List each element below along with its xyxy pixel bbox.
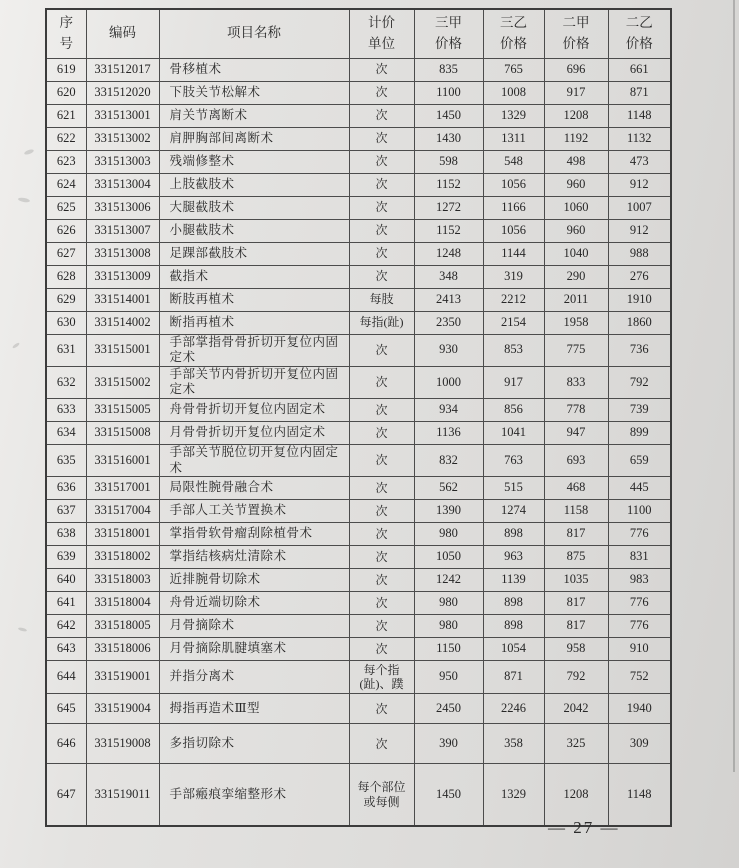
- cell-seq: 631: [46, 334, 86, 366]
- cell-price-3a: 934: [414, 399, 483, 422]
- cell-code: 331518006: [86, 638, 159, 661]
- table-row: [46, 500, 671, 523]
- cell-price-2b: 659: [608, 445, 671, 477]
- table-head: [46, 9, 671, 58]
- cell-price-2b: 912: [608, 173, 671, 196]
- cell-seq: 624: [46, 173, 86, 196]
- cell-unit: 次: [349, 58, 414, 81]
- cell-seq: 642: [46, 615, 86, 638]
- cell-unit: 次: [349, 334, 414, 366]
- cell-seq: 633: [46, 399, 86, 422]
- table-row: [46, 127, 671, 150]
- cell-price-2a: 775: [544, 334, 608, 366]
- cell-price-2b: 1100: [608, 500, 671, 523]
- header-cell-p2b: 二乙 价格: [608, 9, 671, 58]
- cell-price-2b: 1910: [608, 288, 671, 311]
- cell-price-2a: 2042: [544, 694, 608, 724]
- cell-code: 331513007: [86, 219, 159, 242]
- cell-unit: 次: [349, 500, 414, 523]
- cell-price-2b: 473: [608, 150, 671, 173]
- cell-unit: 次: [349, 265, 414, 288]
- cell-unit: 每个指 (趾)、蹼: [349, 661, 414, 694]
- cell-unit: 次: [349, 422, 414, 445]
- cell-price-3b: 853: [483, 334, 544, 366]
- table-row: [46, 615, 671, 638]
- cell-price-3a: 2350: [414, 311, 483, 334]
- scan-smudge: [18, 627, 27, 632]
- cell-seq: 632: [46, 366, 86, 398]
- cell-price-3a: 1248: [414, 242, 483, 265]
- cell-name: 残端修整术: [159, 150, 349, 173]
- cell-price-3b: 1329: [483, 104, 544, 127]
- cell-price-3a: 348: [414, 265, 483, 288]
- table-row: [46, 265, 671, 288]
- cell-seq: 621: [46, 104, 86, 127]
- cell-price-2b: 1148: [608, 764, 671, 826]
- cell-price-3b: 1056: [483, 219, 544, 242]
- table-row: [46, 638, 671, 661]
- cell-unit: 每个部位 或每侧: [349, 764, 414, 826]
- table-row: [46, 81, 671, 104]
- cell-seq: 620: [46, 81, 86, 104]
- table-row: [46, 694, 671, 724]
- cell-price-3a: 390: [414, 724, 483, 764]
- cell-seq: 635: [46, 445, 86, 477]
- cell-name: 掌指结核病灶清除术: [159, 546, 349, 569]
- cell-name: 骨移植术: [159, 58, 349, 81]
- scan-edge-line: [733, 0, 735, 772]
- cell-price-2a: 1192: [544, 127, 608, 150]
- cell-code: 331515001: [86, 334, 159, 366]
- cell-code: 331519011: [86, 764, 159, 826]
- table-row: [46, 219, 671, 242]
- cell-price-3a: 598: [414, 150, 483, 173]
- cell-price-3a: 1000: [414, 366, 483, 398]
- cell-price-2b: 276: [608, 265, 671, 288]
- cell-price-2b: 871: [608, 81, 671, 104]
- cell-price-2a: 817: [544, 592, 608, 615]
- header-cell-p2a: 二甲 价格: [544, 9, 608, 58]
- cell-price-3b: 1041: [483, 422, 544, 445]
- cell-name: 月骨骨折切开复位内固定术: [159, 422, 349, 445]
- cell-unit: 次: [349, 366, 414, 398]
- cell-price-3a: 980: [414, 592, 483, 615]
- cell-price-3a: 1390: [414, 500, 483, 523]
- cell-price-3b: 319: [483, 265, 544, 288]
- cell-price-2a: 960: [544, 173, 608, 196]
- cell-price-2a: 817: [544, 615, 608, 638]
- cell-name: 舟骨近端切除术: [159, 592, 349, 615]
- cell-price-3b: 548: [483, 150, 544, 173]
- cell-price-2a: 833: [544, 366, 608, 398]
- cell-price-3a: 2413: [414, 288, 483, 311]
- cell-price-3a: 1136: [414, 422, 483, 445]
- cell-price-2a: 693: [544, 445, 608, 477]
- cell-price-2a: 917: [544, 81, 608, 104]
- cell-price-3b: 1056: [483, 173, 544, 196]
- cell-name: 小腿截肢术: [159, 219, 349, 242]
- cell-price-2b: 912: [608, 219, 671, 242]
- table-row: [46, 592, 671, 615]
- cell-price-3a: 832: [414, 445, 483, 477]
- scan-smudge: [18, 197, 31, 203]
- cell-price-3a: 1152: [414, 219, 483, 242]
- cell-price-3b: 1311: [483, 127, 544, 150]
- cell-price-2b: 1148: [608, 104, 671, 127]
- table-row: [46, 445, 671, 477]
- table-row: [46, 288, 671, 311]
- cell-code: 331513004: [86, 173, 159, 196]
- table-row: [46, 311, 671, 334]
- table-row: [46, 58, 671, 81]
- cell-unit: 次: [349, 445, 414, 477]
- cell-price-3b: 898: [483, 523, 544, 546]
- cell-name: 上肢截肢术: [159, 173, 349, 196]
- cell-code: 331519008: [86, 724, 159, 764]
- cell-unit: 次: [349, 638, 414, 661]
- cell-code: 331518004: [86, 592, 159, 615]
- table-row: [46, 242, 671, 265]
- cell-price-3b: 2154: [483, 311, 544, 334]
- header-cell-seq: 序 号: [46, 9, 86, 58]
- cell-price-2a: 958: [544, 638, 608, 661]
- cell-code: 331516001: [86, 445, 159, 477]
- cell-name: 断指再植术: [159, 311, 349, 334]
- cell-price-2a: 468: [544, 477, 608, 500]
- cell-unit: 次: [349, 173, 414, 196]
- cell-code: 331518003: [86, 569, 159, 592]
- cell-code: 331513002: [86, 127, 159, 150]
- cell-price-3b: 2212: [483, 288, 544, 311]
- cell-seq: 637: [46, 500, 86, 523]
- cell-price-2a: 290: [544, 265, 608, 288]
- cell-price-2a: 947: [544, 422, 608, 445]
- cell-code: 331514001: [86, 288, 159, 311]
- cell-price-2b: 736: [608, 334, 671, 366]
- cell-unit: 次: [349, 569, 414, 592]
- cell-code: 331517004: [86, 500, 159, 523]
- cell-unit: 每肢: [349, 288, 414, 311]
- cell-price-2a: 1158: [544, 500, 608, 523]
- cell-price-2b: 776: [608, 523, 671, 546]
- cell-name: 手部人工关节置换术: [159, 500, 349, 523]
- table-row: [46, 366, 671, 398]
- cell-seq: 639: [46, 546, 86, 569]
- cell-seq: 644: [46, 661, 86, 694]
- cell-price-2a: 1208: [544, 104, 608, 127]
- header-cell-p3b: 三乙 价格: [483, 9, 544, 58]
- cell-seq: 627: [46, 242, 86, 265]
- cell-price-3b: 917: [483, 366, 544, 398]
- cell-price-3b: 1008: [483, 81, 544, 104]
- table-row: [46, 523, 671, 546]
- cell-price-2a: 1035: [544, 569, 608, 592]
- cell-code: 331518002: [86, 546, 159, 569]
- table-row: [46, 661, 671, 694]
- cell-seq: 628: [46, 265, 86, 288]
- scan-smudge: [24, 148, 35, 155]
- cell-price-2b: 792: [608, 366, 671, 398]
- cell-name: 并指分离术: [159, 661, 349, 694]
- cell-price-3a: 1152: [414, 173, 483, 196]
- cell-seq: 629: [46, 288, 86, 311]
- cell-unit: 次: [349, 615, 414, 638]
- table-row: [46, 196, 671, 219]
- cell-unit: 次: [349, 242, 414, 265]
- cell-code: 331513003: [86, 150, 159, 173]
- scan-smudge: [12, 342, 20, 349]
- cell-seq: 640: [46, 569, 86, 592]
- table-row: [46, 764, 671, 826]
- cell-price-2b: 776: [608, 615, 671, 638]
- cell-unit: 次: [349, 694, 414, 724]
- cell-price-2b: 1132: [608, 127, 671, 150]
- cell-name: 肩胛胸部间离断术: [159, 127, 349, 150]
- cell-price-3a: 1450: [414, 764, 483, 826]
- cell-name: 局限性腕骨融合术: [159, 477, 349, 500]
- cell-price-3b: 763: [483, 445, 544, 477]
- cell-price-3b: 1274: [483, 500, 544, 523]
- page-number: — 27 —: [548, 818, 620, 837]
- cell-price-3a: 562: [414, 477, 483, 500]
- header-cell-p3a: 三甲 价格: [414, 9, 483, 58]
- cell-code: 331513008: [86, 242, 159, 265]
- cell-price-3a: 980: [414, 615, 483, 638]
- cell-price-2a: 1958: [544, 311, 608, 334]
- cell-price-2a: 325: [544, 724, 608, 764]
- table-row: [46, 334, 671, 366]
- cell-price-2a: 1040: [544, 242, 608, 265]
- cell-name: 大腿截肢术: [159, 196, 349, 219]
- cell-unit: 次: [349, 592, 414, 615]
- cell-name: 近排腕骨切除术: [159, 569, 349, 592]
- cell-name: 月骨摘除肌腱填塞术: [159, 638, 349, 661]
- cell-price-3b: 898: [483, 592, 544, 615]
- price-table: [45, 8, 672, 827]
- cell-price-2b: 752: [608, 661, 671, 694]
- cell-unit: 次: [349, 399, 414, 422]
- cell-price-2a: 1208: [544, 764, 608, 826]
- cell-unit: 次: [349, 196, 414, 219]
- cell-code: 331518001: [86, 523, 159, 546]
- cell-code: 331513001: [86, 104, 159, 127]
- cell-price-3b: 856: [483, 399, 544, 422]
- cell-price-2b: 988: [608, 242, 671, 265]
- cell-seq: 643: [46, 638, 86, 661]
- cell-seq: 641: [46, 592, 86, 615]
- cell-seq: 636: [46, 477, 86, 500]
- cell-code: 331515005: [86, 399, 159, 422]
- cell-unit: 次: [349, 104, 414, 127]
- header-row: [46, 9, 671, 58]
- cell-name: 手部瘢痕挛缩整形术: [159, 764, 349, 826]
- cell-unit: 次: [349, 523, 414, 546]
- table-row: [46, 173, 671, 196]
- cell-price-3a: 1272: [414, 196, 483, 219]
- cell-price-2a: 498: [544, 150, 608, 173]
- cell-price-3a: 1150: [414, 638, 483, 661]
- cell-seq: 623: [46, 150, 86, 173]
- cell-seq: 619: [46, 58, 86, 81]
- table-row: [46, 104, 671, 127]
- cell-price-3b: 1139: [483, 569, 544, 592]
- table-row: [46, 569, 671, 592]
- cell-code: 331515002: [86, 366, 159, 398]
- cell-price-3b: 765: [483, 58, 544, 81]
- cell-code: 331512017: [86, 58, 159, 81]
- cell-code: 331518005: [86, 615, 159, 638]
- cell-price-2a: 960: [544, 219, 608, 242]
- cell-price-2b: 831: [608, 546, 671, 569]
- table-row: [46, 399, 671, 422]
- cell-seq: 645: [46, 694, 86, 724]
- table-row: [46, 724, 671, 764]
- cell-name: 掌指骨软骨瘤刮除植骨术: [159, 523, 349, 546]
- cell-code: 331519004: [86, 694, 159, 724]
- cell-price-3b: 963: [483, 546, 544, 569]
- cell-price-2b: 309: [608, 724, 671, 764]
- cell-price-3b: 1144: [483, 242, 544, 265]
- cell-price-3a: 1050: [414, 546, 483, 569]
- cell-code: 331515008: [86, 422, 159, 445]
- cell-unit: 次: [349, 546, 414, 569]
- table-row: [46, 477, 671, 500]
- cell-name: 拇指再造术Ⅲ型: [159, 694, 349, 724]
- cell-price-3b: 1054: [483, 638, 544, 661]
- cell-price-2b: 1860: [608, 311, 671, 334]
- cell-price-2a: 792: [544, 661, 608, 694]
- cell-code: 331519001: [86, 661, 159, 694]
- cell-price-2a: 696: [544, 58, 608, 81]
- cell-seq: 638: [46, 523, 86, 546]
- cell-unit: 次: [349, 127, 414, 150]
- cell-price-3a: 930: [414, 334, 483, 366]
- cell-price-3b: 871: [483, 661, 544, 694]
- cell-code: 331513009: [86, 265, 159, 288]
- cell-price-3b: 2246: [483, 694, 544, 724]
- table-body: [46, 58, 671, 826]
- cell-price-2a: 778: [544, 399, 608, 422]
- cell-price-3a: 1430: [414, 127, 483, 150]
- cell-unit: 次: [349, 219, 414, 242]
- cell-price-2a: 2011: [544, 288, 608, 311]
- cell-price-3b: 1329: [483, 764, 544, 826]
- cell-price-2b: 739: [608, 399, 671, 422]
- cell-price-3a: 1100: [414, 81, 483, 104]
- cell-seq: 634: [46, 422, 86, 445]
- cell-price-3a: 2450: [414, 694, 483, 724]
- cell-seq: 646: [46, 724, 86, 764]
- cell-price-2b: 661: [608, 58, 671, 81]
- header-cell-code: 编码: [86, 9, 159, 58]
- cell-price-3b: 1166: [483, 196, 544, 219]
- table-row: [46, 422, 671, 445]
- table-row: [46, 150, 671, 173]
- cell-price-2b: 910: [608, 638, 671, 661]
- cell-price-2b: 1007: [608, 196, 671, 219]
- cell-price-2b: 445: [608, 477, 671, 500]
- cell-price-3a: 1242: [414, 569, 483, 592]
- cell-seq: 647: [46, 764, 86, 826]
- cell-name: 月骨摘除术: [159, 615, 349, 638]
- cell-name: 截指术: [159, 265, 349, 288]
- cell-seq: 630: [46, 311, 86, 334]
- cell-price-2b: 983: [608, 569, 671, 592]
- cell-seq: 625: [46, 196, 86, 219]
- cell-price-3b: 515: [483, 477, 544, 500]
- cell-price-2b: 899: [608, 422, 671, 445]
- cell-seq: 622: [46, 127, 86, 150]
- cell-unit: 次: [349, 724, 414, 764]
- cell-unit: 次: [349, 81, 414, 104]
- cell-code: 331514002: [86, 311, 159, 334]
- cell-price-3b: 358: [483, 724, 544, 764]
- cell-price-3a: 1450: [414, 104, 483, 127]
- cell-name: 断肢再植术: [159, 288, 349, 311]
- cell-unit: 次: [349, 477, 414, 500]
- cell-name: 足踝部截肢术: [159, 242, 349, 265]
- cell-name: 舟骨骨折切开复位内固定术: [159, 399, 349, 422]
- header-cell-unit: 计价 单位: [349, 9, 414, 58]
- cell-unit: 每指(趾): [349, 311, 414, 334]
- cell-unit: 次: [349, 150, 414, 173]
- cell-name: 多指切除术: [159, 724, 349, 764]
- cell-name: 手部关节脱位切开复位内固定术: [159, 445, 349, 477]
- cell-code: 331512020: [86, 81, 159, 104]
- cell-price-2b: 1940: [608, 694, 671, 724]
- header-cell-name: 项目名称: [159, 9, 349, 58]
- cell-price-2b: 776: [608, 592, 671, 615]
- cell-name: 肩关节离断术: [159, 104, 349, 127]
- cell-name: 手部掌指骨骨折切开复位内固定术: [159, 334, 349, 366]
- cell-price-3b: 898: [483, 615, 544, 638]
- table-row: [46, 546, 671, 569]
- cell-price-2a: 1060: [544, 196, 608, 219]
- cell-price-2a: 817: [544, 523, 608, 546]
- cell-seq: 626: [46, 219, 86, 242]
- cell-name: 下肢关节松解术: [159, 81, 349, 104]
- cell-code: 331513006: [86, 196, 159, 219]
- cell-price-3a: 835: [414, 58, 483, 81]
- cell-price-2a: 875: [544, 546, 608, 569]
- cell-name: 手部关节内骨折切开复位内固定术: [159, 366, 349, 398]
- cell-code: 331517001: [86, 477, 159, 500]
- cell-price-3a: 950: [414, 661, 483, 694]
- cell-price-3a: 980: [414, 523, 483, 546]
